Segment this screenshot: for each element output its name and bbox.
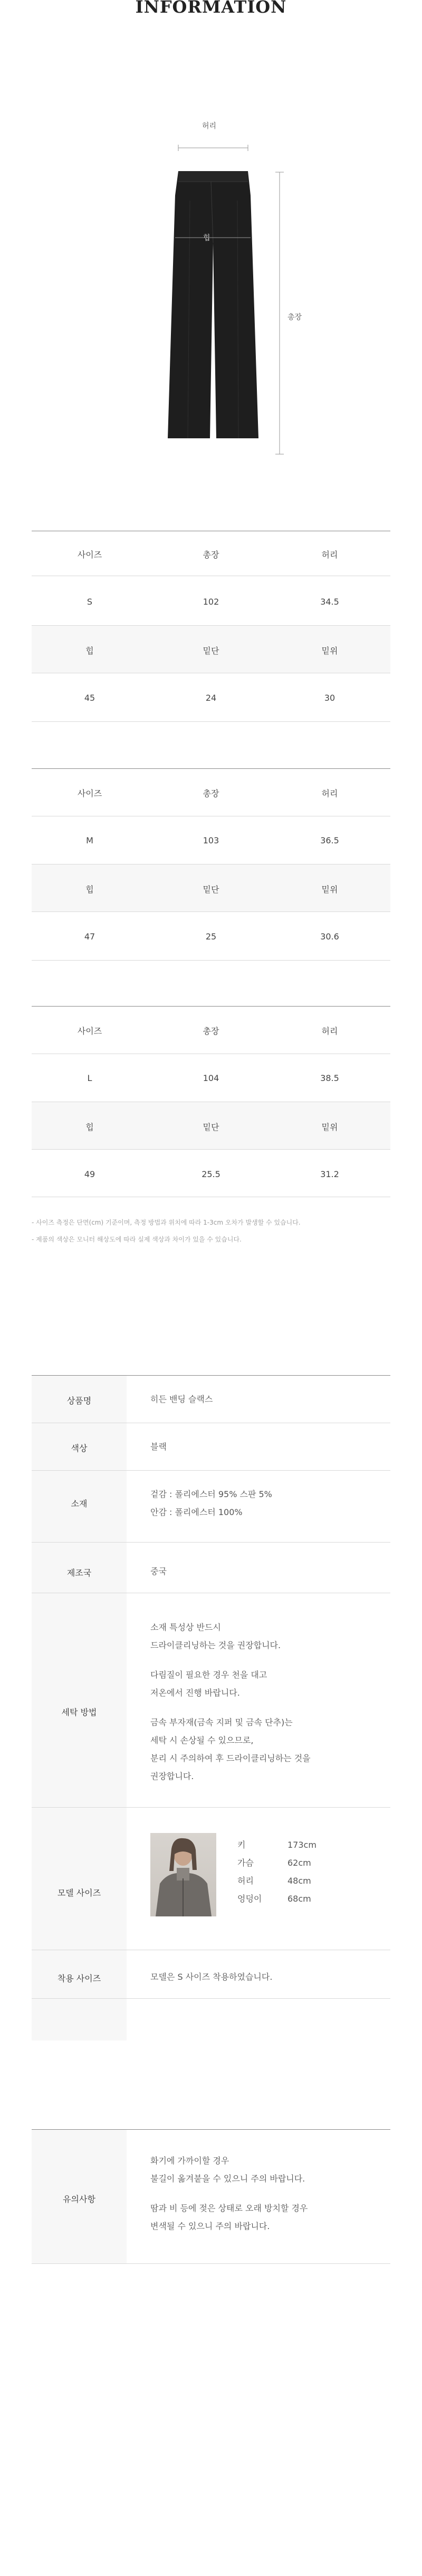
size-diagram (158, 121, 327, 459)
caution-line: 불길이 옮겨붙을 수 있으니 주의 바랍니다. (150, 2174, 305, 2184)
origin-label: 제조국 (66, 1568, 92, 1578)
table-cell: 24 (205, 693, 217, 703)
table-cell: 45 (84, 693, 95, 703)
hip-label: 힙 (203, 234, 210, 242)
table-cell: 30 (324, 693, 335, 703)
table-cell: 104 (203, 1073, 219, 1083)
caution-line: 땀과 비 등에 젖은 상태로 오래 방치할 경우 (150, 2203, 308, 2213)
table-cell: 47 (84, 932, 95, 942)
table-cell: S (87, 597, 93, 607)
material-line: 겉감 : 폴리에스터 95% 스판 5% (150, 1489, 272, 1499)
model-value: 68cm (287, 1894, 311, 1904)
material-line: 안감 : 폴리에스터 100% (150, 1507, 243, 1517)
product-name-label: 상품명 (66, 1396, 92, 1406)
model-key: 키 (237, 1840, 246, 1850)
table-header-cell: 힙 (85, 885, 94, 895)
model-value: 48cm (287, 1876, 311, 1886)
table-header-cell: 허리 (321, 550, 338, 560)
wash-line: 소재 특성상 반드시 (150, 1622, 221, 1632)
table-header-cell: 밑위 (321, 1122, 338, 1132)
table-header-cell: 사이즈 (77, 788, 102, 798)
pants-illustration (158, 121, 327, 459)
table-cell: 30.6 (320, 932, 339, 942)
wash-line: 드라이클리닝하는 것을 권장합니다. (150, 1640, 281, 1650)
wash-line: 분리 시 주의하여 후 드라이클리닝하는 것을 (150, 1753, 311, 1763)
note-line: - 제품의 색상은 모니터 해상도에 따라 실제 색상과 차이가 있을 수 있습니다. (32, 1236, 242, 1243)
wash-line: 저온에서 진행 바랍니다. (150, 1688, 240, 1698)
table-header-cell: 밑단 (203, 885, 219, 895)
color-value: 블랙 (150, 1442, 167, 1452)
table-cell: M (86, 835, 93, 845)
table-cell: 103 (203, 835, 219, 845)
fit-size-value: 모델은 S 사이즈 착용하였습니다. (150, 1972, 273, 1982)
table-cell: 34.5 (320, 597, 339, 607)
caution-line: 변색될 수 있으니 주의 바랍니다. (150, 2221, 270, 2231)
wash-line: 다림질이 필요한 경우 천을 대고 (150, 1670, 267, 1680)
table-cell: 25.5 (202, 1169, 220, 1179)
table-header-cell: 사이즈 (77, 1026, 102, 1036)
table-cell: 38.5 (320, 1073, 339, 1083)
table-cell: 36.5 (320, 835, 339, 845)
model-photo (150, 1833, 216, 1916)
table-header-cell: 총장 (203, 550, 219, 560)
table-cell: 49 (84, 1169, 95, 1179)
color-label: 색상 (71, 1443, 88, 1453)
wash-line: 금속 부자재(금속 지퍼 및 금속 단추)는 (150, 1717, 293, 1727)
table-cell: 31.2 (320, 1169, 339, 1179)
table-header-cell: 힙 (85, 1122, 94, 1132)
table-header-cell: 총장 (203, 1026, 219, 1036)
fit-size-label: 착용 사이즈 (57, 1973, 101, 1983)
model-key: 허리 (237, 1876, 254, 1886)
table-header-cell: 밑위 (321, 646, 338, 656)
model-value: 173cm (287, 1840, 316, 1850)
model-size-label: 모델 사이즈 (57, 1888, 101, 1898)
table-header-cell: 밑위 (321, 885, 338, 895)
table-header-cell: 허리 (321, 788, 338, 798)
wash-label: 세탁 방법 (61, 1707, 97, 1717)
table-header-cell: 총장 (203, 788, 219, 798)
waist-label: 허리 (202, 122, 217, 130)
caution-line: 화기에 가까이할 경우 (150, 2156, 229, 2166)
table-cell: 102 (203, 597, 219, 607)
page-title: INFORMATION (135, 0, 287, 17)
table-cell: 25 (205, 932, 217, 942)
table-header-cell: 허리 (321, 1026, 338, 1036)
product-name: 히든 밴딩 슬랙스 (150, 1394, 213, 1404)
table-cell: L (87, 1073, 92, 1083)
table-header-cell: 밑단 (203, 1122, 219, 1132)
material-label: 소재 (71, 1499, 88, 1509)
wash-line: 권장합니다. (150, 1771, 194, 1781)
caution-label: 유의사항 (63, 2194, 95, 2204)
table-header-cell: 사이즈 (77, 550, 102, 560)
length-label: 총장 (287, 313, 302, 322)
model-key: 엉덩이 (237, 1894, 262, 1904)
table-header-cell: 밑단 (203, 646, 219, 656)
wash-line: 세탁 시 손상될 수 있으므로, (150, 1735, 254, 1745)
model-key: 가슴 (237, 1858, 254, 1868)
model-value: 62cm (287, 1858, 311, 1868)
note-line: - 사이즈 측정은 단면(cm) 기준이며, 측정 방법과 위치에 따라 1-3cm 오차가 발생할 수 있습니다. (32, 1219, 301, 1226)
origin-value: 중국 (150, 1566, 167, 1576)
table-header-cell: 힙 (85, 646, 94, 656)
